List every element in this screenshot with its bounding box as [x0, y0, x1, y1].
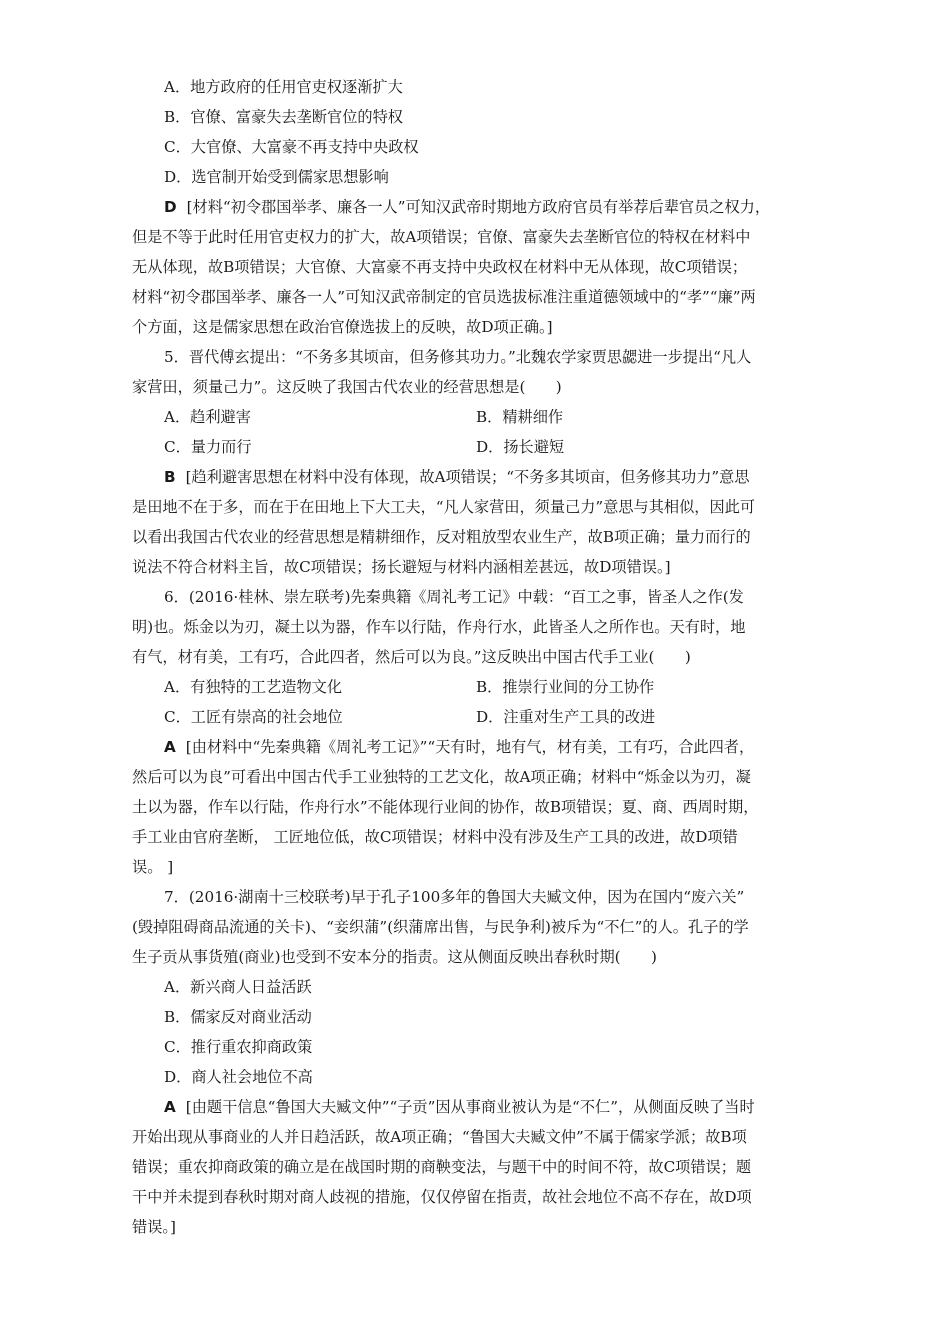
question-stem: 5．晋代傅玄提出：“不务多其顷亩，但务修其功力。”北魏农学家贾思勰进一步提出“凡人	[164, 348, 752, 366]
question-stem: 6．(2016·桂林、崇左联考)先秦典籍《周礼考工记》中载：“百工之事，皆圣人之作(发	[164, 588, 744, 606]
question-stem: 生子贡从事货殖(商业)也受到不安本分的指责。这从侧面反映出春秋时期( )	[132, 948, 657, 966]
option-row	[132, 672, 820, 702]
answer-explanation	[132, 1092, 820, 1122]
option-d: D．选官制开始受到儒家思想影响	[164, 168, 389, 186]
answer-letter: A	[164, 738, 176, 756]
explanation-line: 以看出我国古代农业的经营思想是精耕细作，反对粗放型农业生产，故B项正确；量力而行的	[132, 528, 751, 546]
answer-explanation	[132, 462, 820, 492]
option-a: A．地方政府的任用官吏权逐渐扩大	[164, 78, 403, 96]
option-d: D．注重对生产工具的改进	[476, 708, 656, 726]
explanation-line: [由材料中“先秦典籍《周礼考工记》”“天有时，地有气，材有美，工有巧，合此四者，	[185, 738, 755, 756]
explanation-line: 干中并未提到春秋时期对商人歧视的措施，仅仅停留在指责，故社会地位不高不存在，故D项	[132, 1188, 752, 1206]
explanation-line: 但是不等于此时任用官吏权力的扩大，故A项错误；官僚、富豪失去垄断官位的特权在材料中	[132, 228, 751, 246]
explanation-line: 开始出现从事商业的人并日趋活跃，故A项正确；“鲁国大夫臧文仲”不属于儒家学派；故B项	[132, 1128, 747, 1146]
document-page	[132, 72, 820, 1242]
explanation-line: 误。 ]	[132, 858, 174, 876]
question-stem: 7．(2016·湖南十三校联考)早于孔子100多年的鲁国大夫臧文仲，因为在国内“废六关”	[164, 888, 745, 906]
option-d: D．扬长避短	[476, 438, 565, 456]
explanation-line: [趋利避害思想在材料中没有体现，故A项错误；“不务多其顷亩，但务修其功力”意思	[185, 468, 750, 486]
explanation-line: 然后可以为良”可看出中国古代手工业独特的工艺文化，故A项正确；材料中“烁金以为刃，凝	[132, 768, 751, 786]
question-stem: 有气，材有美，工有巧，合此四者，然后可以为良。”这反映出中国古代手工业( )	[132, 648, 691, 666]
option-d: D．商人社会地位不高	[164, 1068, 313, 1086]
option-b: B．儒家反对商业活动	[164, 1008, 312, 1026]
question-5	[132, 342, 820, 582]
explanation-line: 错误；重农抑商政策的确立是在战国时期的商鞅变法，与题干中的时间不符，故C项错误；题	[132, 1158, 752, 1176]
option-b: B．官僚、富豪失去垄断官位的特权	[164, 108, 403, 126]
explanation-line: 土以为器，作车以行陆，作舟行水”不能体现行业间的协作，故B项错误；夏、商、西周时期，	[132, 798, 759, 816]
answer-explanation	[132, 732, 820, 762]
option-a: A．有独特的工艺造物文化	[164, 678, 343, 696]
question-stem: 明)也。烁金以为刃，凝土以为器，作车以行陆，作舟行水，此皆圣人之所作也。天有时，地	[132, 618, 746, 636]
question-stem: (毁掉阻碍商品流通的关卡)、“妾织蒲”(织蒲席出售，与民争利)被斥为“不仁”的人。孔子的学	[132, 918, 749, 936]
option-row	[132, 402, 820, 432]
option-row	[132, 702, 820, 732]
answer-letter: D	[164, 198, 177, 216]
explanation-line: [由题干信息“鲁国大夫臧文仲”“子贡”因从事商业被认为是“不仁”，从侧面反映了当时	[185, 1098, 755, 1116]
option-a: A．趋利避害	[164, 408, 251, 426]
option-c: C．工匠有崇高的社会地位	[164, 708, 343, 726]
explanation-line: [材料“初令郡国举孝、廉各一人”可知汉武帝时期地方政府官员有举荐后辈官员之权力，	[186, 198, 771, 216]
answer-letter: A	[164, 1098, 176, 1116]
explanation-line: 无从体现，故B项错误；大官僚、大富豪不再支持中央政权在材料中无从体现，故C项错误；	[132, 258, 748, 276]
option-row	[132, 432, 820, 462]
explanation-line: 错误。]	[132, 1218, 176, 1236]
explanation-line: 说法不符合材料主旨，故C项错误；扬长避短与材料内涵相差甚远，故D项错误。]	[132, 558, 671, 576]
question-4	[132, 72, 820, 342]
explanation-line: 个方面，这是儒家思想在政治官僚选拔上的反映，故D项正确。]	[132, 318, 553, 336]
option-c: C．推行重农抑商政策	[164, 1038, 313, 1056]
question-6	[132, 582, 820, 882]
option-c: C．大官僚、大富豪不再支持中央政权	[164, 138, 419, 156]
question-stem: 家营田，须量己力”。这反映了我国古代农业的经营思想是( )	[132, 378, 562, 396]
option-b: B．精耕细作	[476, 408, 564, 426]
explanation-line: 手工业由官府垄断， 工匠地位低，故C项错误；材料中没有涉及生产工具的改进，故D项错	[132, 828, 738, 846]
answer-explanation	[132, 192, 820, 222]
answer-letter: B	[164, 468, 176, 486]
option-c: C．量力而行	[164, 438, 252, 456]
option-a: A．新兴商人日益活跃	[164, 978, 312, 996]
explanation-line: 是田地不在于多，而在于在田地上下大工夫，“凡人家营田，须量己力”意思与其相似，因此可	[132, 498, 756, 516]
explanation-line: 材料“初令郡国举孝、廉各一人”可知汉武帝制定的官员选拔标准注重道德领域中的“孝”“廉”两	[132, 288, 756, 306]
question-7	[132, 882, 820, 1242]
option-b: B．推崇行业间的分工协作	[476, 678, 655, 696]
